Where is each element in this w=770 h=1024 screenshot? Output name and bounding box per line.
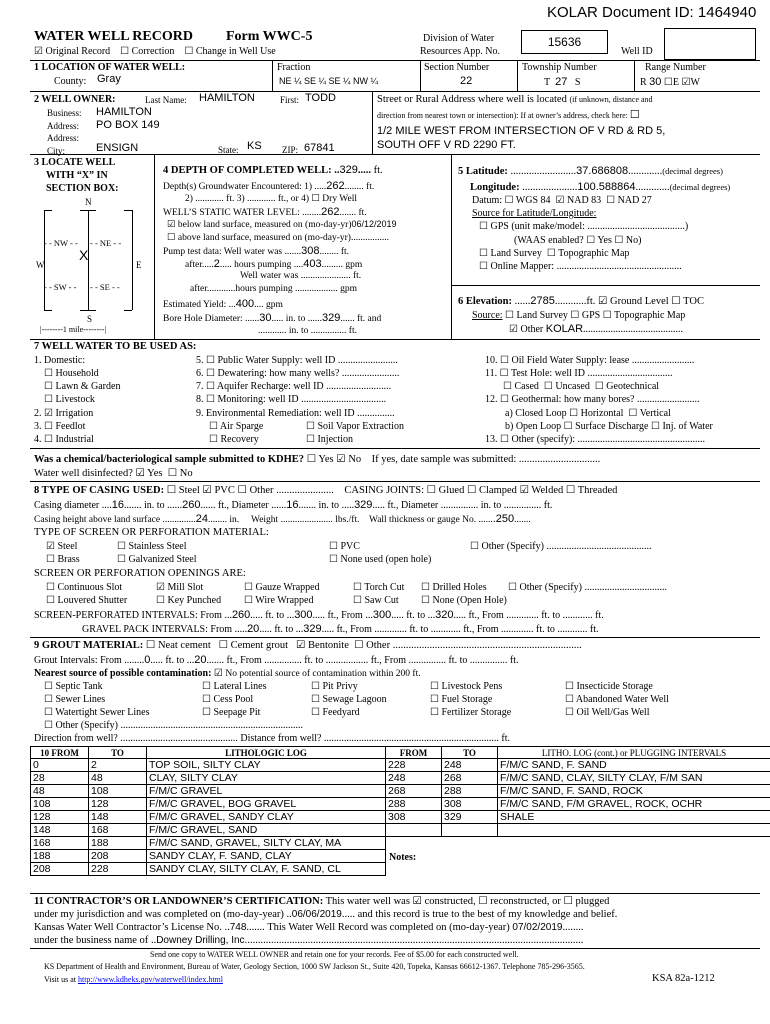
bore-row2: ............ in. to ............... ft. [258,326,357,336]
online-mapper-row: ☐ Online Mapper: .................................................. [479,261,682,272]
compass-n: N [85,197,92,207]
log-row: 288 308 F/M/C SAND, F/M GRAVEL, ROCK, OCHR [386,798,770,811]
well-location-x: X [79,247,89,263]
checkbox-checked-icon[interactable]: ☑ [202,485,212,496]
checkbox-icon[interactable]: ☐ [209,434,218,445]
source-label: Source for Latitude/Longitude: [472,208,597,219]
checkbox-icon: ☐ [499,368,509,379]
checkbox-icon: ☐ [117,554,126,565]
state-value: KS [247,140,262,152]
section1-title: 1 LOCATION OF WATER WELL: [34,62,186,73]
checkbox-icon: ☐ [44,381,53,392]
screen-none[interactable]: ☐ None used (open hole) [329,554,432,565]
use-recharge[interactable]: 7. ☐ Aquifer Recharge: well ID .......................... [196,381,392,392]
checkbox-icon[interactable]: ☐ [563,421,573,432]
testhole-options: ☐ Cased ☐ Uncased ☐ Geotechnical [503,381,660,392]
city-label: City: [47,146,66,156]
checkbox-icon: ☐ [353,582,362,593]
checkbox-icon[interactable]: ☐ [546,248,556,259]
website-link[interactable]: http://www.kdheks.gov/waterwell/index.html [77,975,223,984]
township-label: Township Number [522,62,597,73]
log-row: 208 228 SANDY CLAY, SILTY CLAY, F. SAND, CL [31,863,386,876]
checkbox-icon: ☐ [206,368,215,379]
city-value: ENSIGN [96,142,139,154]
checkbox-icon[interactable]: ☐ [167,233,176,243]
screen-intervals-row: SCREEN-PERFORATED INTERVALS: From ...260..... ft. to ...300..... ft., From ...300..... ft. to ...320..... ft., From ............. ft. to ............ ft. [34,609,604,621]
checkbox-icon: ☐ [565,681,574,692]
quadrant-nw: - - NW - - [44,238,78,248]
screen-stainless[interactable]: ☐ Stainless Steel [117,541,187,552]
checkbox-icon: ☐ [206,394,215,405]
use-lawn[interactable]: ☐ Lawn & Garden [44,381,121,392]
checkbox-checked-icon[interactable]: ☑ [681,77,691,88]
fraction-label: Fraction [277,62,311,73]
certification-row2: under my jurisdiction and was completed on (mo-day-year) ..06/06/2019..... and this record is true to the best of my knowledge and belief. [34,909,618,920]
checkbox-icon[interactable]: ☐ [218,640,229,651]
grout-material-row: 9 GROUT MATERIAL: ☐ Neat cement ☐ Cement grout ☑ Bentonite ☐ Other ........................................................................ [34,640,582,651]
checkbox-icon[interactable]: ☐ [306,454,317,465]
checkbox-checked-icon: ☑ [156,582,165,593]
last-name-value: HAMILTON [199,92,255,104]
bore-row: Bore Hole Diameter: ......30..... in. to ......329...... ft. and [163,312,382,324]
use-dewatering[interactable]: 6. ☐ Dewatering: how many wells? ....................... [196,368,400,379]
yield-row: Estimated Yield: ...400.... gpm [163,298,283,310]
opening-other[interactable]: ☐ Other (Specify) ................................. [508,582,667,593]
footer-visit: Visit us at http://www.kdheks.gov/waterwell/index.html [44,975,223,984]
opening-none[interactable]: ☐ None (Open Hole) [421,595,507,606]
use-testhole[interactable]: 11. ☐ Test Hole: well ID .................................. [485,368,673,379]
certification-row3: Kansas Water Well Contractor’s License No. ..748....... This Water Well Record was completed on (mo-day-year) 07/02/2019........ [34,922,584,933]
disinfected-row: Water well disinfected? ☑ Yes ☐ No [34,468,193,479]
quadrant-sw: - - SW - - [44,282,77,292]
checkbox-icon[interactable]: ☐ [479,248,488,259]
checkbox-icon[interactable]: ☐ [209,421,218,432]
checkbox-icon: ☐ [156,595,165,606]
checkbox-icon[interactable]: ☐ [237,485,247,496]
log-row: 248 268 F/M/C SAND, CLAY, SILTY CLAY, F/M SAN [386,772,770,785]
contam-fertilizer[interactable]: ☐ Fertilizer Storage [430,707,512,718]
use-irrigation[interactable]: 2. ☑ Irrigation [34,408,94,419]
checkbox-icon: ☐ [311,707,320,718]
closed-loop-row: a) Closed Loop ☐ Horizontal ☐ Vertical [505,408,671,419]
log-row: 228 248 F/M/C SAND, F. SAND [386,759,770,772]
use-public[interactable]: 5. ☐ Public Water Supply: well ID ........................ [196,355,398,366]
checkbox-checked-icon: ☑ [44,408,53,419]
below-surface-row: ☑ below land surface, measured on (mo-day-yr)06/12/2019 [167,219,397,230]
casing-diameter-row: Casing diameter ....16....... in. to ......260...... ft., Diameter ......16....... in. to .....329..... ft., Diameter ............... in. to ............... ft. [34,499,553,511]
ksa-label: KSA 82a-1212 [652,973,715,984]
checkbox-icon[interactable]: ☐ [167,468,178,479]
section3-title1: 3 LOCATE WELL [34,157,116,168]
notes-label: Notes: [389,852,417,863]
checkbox-icon: ☐ [46,582,55,593]
checkbox-icon[interactable]: ☐ [426,485,437,496]
checkbox-icon[interactable]: ☐ [602,310,612,321]
checkbox-icon: ☐ [329,554,338,565]
checkbox-icon[interactable]: ☐ [478,896,488,907]
checkbox-icon: ☐ [44,394,53,405]
compass-s: S [87,314,93,324]
gravel-pack-row: GRAVEL PACK INTERVALS: From .....20..... ft. to ...329..... ft., From ............. ft. to ............ ft., From ............. ft. to ............ ft. [82,623,599,635]
log-row: 128 148 F/M/C GRAVEL, SANDY CLAY [31,811,386,824]
checkbox-icon[interactable]: ☐ [504,195,514,206]
checkbox-icon[interactable]: ☐ [306,421,315,432]
checkbox-icon: ☐ [500,394,509,405]
county-label: County: [54,76,87,87]
checkbox-icon[interactable]: ☐ [606,195,616,206]
checkbox-icon: ☐ [421,582,430,593]
checkbox-icon[interactable]: ☐ [120,46,130,57]
open-loop-row: b) Open Loop ☐ Surface Discharge ☐ Inj. of Water [505,421,713,432]
section2-title: 2 WELL OWNER: [34,94,116,105]
waas-row: (WAAS enabled? ☐ Yes ☐ No) [514,235,642,246]
checkbox-icon: ☐ [206,355,215,366]
checkbox-icon[interactable]: ☐ [671,296,681,307]
first-name-label: First: [280,95,300,105]
use-feedlot[interactable]: 3. ☐ Feedlot [34,421,86,432]
latitude-row: 5 Latitude: .........................37.686808.............(decimal degrees) [458,165,723,177]
form-number: Form WWC-5 [226,29,313,44]
log-row: 48 108 F/M/C GRAVEL [31,785,386,798]
use-livestock[interactable]: ☐ Livestock [44,394,95,405]
checkbox-icon[interactable]: ☐ [629,109,640,121]
street-line2: SOUTH OFF V RD 2290 FT. [377,139,516,151]
checkbox-icon[interactable]: ☐ [503,381,512,392]
grout-intervals-row: Grout Intervals: From ........0..... ft. to ...20....... ft., From ............... ft. to ................. ft., From ............... ft. to ............... ft. [34,654,519,666]
use-monitoring[interactable]: 8. ☐ Monitoring: well ID .................................. [196,394,387,405]
log-header-cont [386,747,770,759]
checkbox-icon[interactable]: ☐ [479,261,488,272]
checkbox-checked-icon[interactable]: ☑ [519,485,529,496]
well-id-label: Well ID [621,46,653,57]
checkbox-icon: ☐ [44,720,53,731]
section-number-value: 22 [460,75,473,87]
footer-line1: Send one copy to WATER WELL OWNER and retain one for your records. Fee of $5.00 for each constructed well. [150,950,519,959]
section-number-label: Section Number [424,62,490,73]
checkbox-icon[interactable]: ☐ [505,310,515,321]
contam-pens[interactable]: ☐ Livestock Pens [430,681,503,692]
division-label: Division of Water [423,33,495,44]
checkbox-icon: ☐ [206,381,215,392]
checkbox-icon: ☐ [421,595,430,606]
contam-sewer[interactable]: ☐ Sewer Lines [44,694,106,705]
groundwater-row: Depth(s) Groundwater Encountered: 1) .....262........ ft. [163,180,375,192]
footer-line2: KS Department of Health and Environment, Bureau of Water, Geology Section, 1000 SW Jackson St., Suite 420, Topeka, Kansas 66612-1367. Telephone 785-296-3565. [44,962,585,971]
casing-type-row: 8 TYPE OF CASING USED: ☐ Steel ☑ PVC ☐ Other ...................... CASING JOINTS: ☐ Glued ☐ Clamped ☑ Welded ☐ Threaded [34,485,618,496]
zip-value: 67841 [304,142,335,154]
checkbox-icon: ☐ [202,694,211,705]
checkbox-icon[interactable]: ☐ [479,221,488,232]
checkbox-icon: ☐ [565,694,574,705]
contam-fuel[interactable]: ☐ Fuel Storage [430,694,493,705]
use-geothermal[interactable]: 12. ☐ Geothermal: how many bores? ......................... [485,394,700,405]
checkbox-checked-icon[interactable]: ☑ [213,668,223,679]
log-row: 0 2 TOP SOIL, SILTY CLAY [31,759,386,772]
checkbox-icon: ☐ [565,707,574,718]
use-oilfield[interactable]: 10. ☐ Oil Field Water Supply: lease ......................... [485,355,695,366]
checkbox-icon: ☐ [311,681,320,692]
compass-w: W [36,260,45,270]
last-name-label: Last Name: [145,95,187,105]
direction-row: Direction from well? ............................................... Distance from well? ...................................................................... ft. [34,733,511,744]
opening-drilled[interactable]: ☐ Drilled Holes [421,582,487,593]
section7-title: 7 WELL WATER TO BE USED AS: [34,341,197,352]
checkbox-icon: ☐ [508,582,517,593]
contam-septic[interactable]: ☐ Septic Tank [44,681,103,692]
pump-after2-row: after............hours pumping .................. gpm [190,284,358,294]
checkbox-icon[interactable]: ☐ [570,310,580,321]
opening-saw[interactable]: ☐ Saw Cut [353,595,399,606]
checkbox-icon: ☐ [117,541,126,552]
checkbox-checked-icon[interactable]: ☑ [598,296,608,307]
checkbox-icon: ☐ [44,681,53,692]
pump-test-row: Pump test data: Well water was .......308........ ft. [163,245,350,257]
log-header [31,747,386,759]
pump-after-row: after.....2..... hours pumping ....403......... gpm [185,258,363,270]
opening-mill-slot[interactable]: ☑ Mill Slot [156,582,204,593]
use-remediation[interactable]: 9. Environmental Remediation: well ID ............... [196,408,395,419]
contam-seepage[interactable]: ☐ Seepage Pit [202,707,261,718]
remediation-injection: ☐ Injection [306,434,354,445]
checkbox-icon[interactable]: ☐ [628,408,638,419]
range-label: Range Number [645,62,706,73]
fraction-value: NE ¼ SE ¼ SE ¼ NW ¼ [279,76,379,86]
well-id-box [664,28,756,60]
checkbox-icon: ☐ [430,681,439,692]
datum-row: Datum: ☐ WGS 84 ☑ NAD 83 ☐ NAD 27 [472,195,652,206]
document-id: KOLAR Document ID: 1464940 [547,4,757,21]
checkbox-icon[interactable]: ☐ [145,640,156,651]
screen-brass[interactable]: ☐ Brass [46,554,80,565]
kdhe-row: Was a chemical/bacteriological sample submitted to KDHE? ☐ Yes ☑ No If yes, date sample was submitted: ............................... [34,454,601,465]
log-row: 168 188 F/M/C SAND, GRAVEL, SILTY CLAY, MA [31,837,386,850]
checkbox-icon: ☐ [500,434,509,445]
checkbox-icon: ☐ [202,707,211,718]
contam-oilwell[interactable]: ☐ Oil Well/Gas Well [565,707,650,718]
opening-louvered[interactable]: ☐ Louvered Shutter [46,595,128,606]
checkbox-icon[interactable]: ☐ [166,485,177,496]
log-header2-title: LITHO. LOG (cont.) or PLUGGING INTERVALS [498,747,770,759]
log-from-header: 10 FROM [31,747,89,759]
log-from2-header: FROM [386,747,442,759]
address-label: Address: [47,121,79,131]
certification-row4: under the business name of ..Downey Drilling, Inc................................................................................................................................. [34,935,584,946]
checkbox-icon: ☐ [500,355,509,366]
contam-other[interactable]: ☐ Other (Specify) ......................................................................... [44,720,303,731]
quadrant-se: - - SE - - [90,282,120,292]
casing-height-row: Casing height above land surface ..............24........ in. Weight ...................... lbs./ft. Wall thickness or gauge No. .......250....... [34,513,531,525]
log-to-header: TO [89,747,147,759]
screen-other[interactable]: ☐ Other (Specify) .......................................... [470,541,652,552]
checkbox-icon: ☐ [46,554,55,565]
contam-lagoon[interactable]: ☐ Sewage Lagoon [311,694,387,705]
checkbox-icon: ☐ [430,694,439,705]
county-value: Gray [97,73,121,85]
checkbox-checked-icon[interactable]: ☑ [295,640,306,651]
checkbox-icon[interactable]: ☐ [354,640,364,651]
log-row: 148 168 F/M/C GRAVEL, SAND [31,824,386,837]
screen-steel[interactable]: ☑ Steel [46,541,78,552]
contamination-row: Nearest source of possible contamination: ☑ No potential source of contamination within 200 ft. [34,668,421,679]
checkbox-icon[interactable]: ☐ [306,434,315,445]
screen-pvc[interactable]: ☐ PVC [329,541,360,552]
checkbox-checked-icon[interactable]: ☑ [34,46,43,57]
checkbox-icon: ☐ [46,595,55,606]
remediation-soil: ☐ Soil Vapor Extraction [306,421,404,432]
section3-title3: SECTION BOX: [46,183,119,194]
street-line1: 1/2 MILE WEST FROM INTERSECTION OF V RD & RD 5, [377,125,666,137]
checkbox-icon: ☐ [430,707,439,718]
checkbox-icon: ☐ [44,707,53,718]
above-surface-row: ☐ above land surface, measured on (mo-day-yr)................ [167,233,389,243]
checkbox-checked-icon[interactable]: ☑ [336,454,346,465]
checkbox-icon[interactable]: ☐ [594,381,604,392]
use-industrial[interactable]: 4. ☐ Industrial [34,434,94,445]
checkbox-icon: ☐ [202,681,211,692]
checkbox-icon[interactable]: ☐ [311,194,320,204]
range-row: R 30 ☐E ☑W [640,76,700,88]
opening-key[interactable]: ☐ Key Punched [156,595,222,606]
screen-material-title: TYPE OF SCREEN OR PERFORATION MATERIAL: [34,527,269,538]
checkbox-icon[interactable]: ☐ [650,421,660,432]
opening-wire[interactable]: ☐ Wire Wrapped [244,595,314,606]
checkbox-checked-icon[interactable]: ☑ [412,896,422,907]
checkbox-checked-icon[interactable]: ☑ [555,195,565,206]
elevation-row: 6 Elevation: ......2785............ft. ☑ Ground Level ☐ TOC [458,295,704,307]
app-number: 15636 [521,30,608,54]
business-label: Business: [47,108,82,118]
checkbox-icon: ☐ [44,694,53,705]
checkbox-icon: ☐ [311,694,320,705]
opening-continuous[interactable]: ☐ Continuous Slot [46,582,123,593]
street-label: Street or Rural Address where well is located (if unknown, distance and [377,94,653,105]
opening-torch[interactable]: ☐ Torch Cut [353,582,405,593]
log-row: 188 208 SANDY CLAY, F. SAND, CLAY [31,850,386,863]
use-other[interactable]: 13. ☐ Other (specify): ................................................... [485,434,706,445]
screen-galvanized[interactable]: ☐ Galvanized Steel [117,554,197,565]
remediation-row2: ☐ Recovery [209,434,259,445]
compass-e: E [136,260,142,270]
contam-privy[interactable]: ☐ Pit Privy [311,681,358,692]
checkbox-icon: ☐ [470,541,479,552]
contam-feedyard[interactable]: ☐ Feedyard [311,707,360,718]
log-header-title: LITHOLOGIC LOG [147,747,386,759]
section-grid [44,210,132,310]
first-name-value: TODD [305,92,336,104]
checkbox-icon: ☐ [44,368,53,379]
section4-title: 4 DEPTH OF COMPLETED WELL: ..329..... ft. [163,164,383,176]
openings-title: SCREEN OR PERFORATION OPENINGS ARE: [34,568,246,579]
contam-cess[interactable]: ☐ Cess Pool [202,694,254,705]
state-label: State: [218,145,239,155]
address2-label: Address: [47,133,79,143]
record-type-row: ☑ Original Record ☐ Correction ☐ Change in Well Use [34,46,276,57]
address-value: PO BOX 149 [96,119,160,131]
mile-scale: |--------1 mile--------| [40,325,107,334]
lithologic-log-right [385,746,770,837]
certification-row1: 11 CONTRACTOR’S OR LANDOWNER’S CERTIFICATION: This water well was ☑ constructed, ☐ reconstructed, or ☐ plugged [34,896,610,907]
contam-abandoned[interactable]: ☐ Abandoned Water Well [565,694,669,705]
checkbox-icon[interactable]: ☐ [563,896,573,907]
checkbox-checked-icon: ☑ [46,541,55,552]
log-to2-header: TO [442,747,498,759]
checkbox-icon: ☐ [353,595,362,606]
street-note: direction from nearest town or intersection): If at owner’s address, check here: ☐ [377,109,640,121]
checkbox-icon[interactable]: ☐ [586,235,596,246]
domestic-label: 1. Domestic: [34,355,86,366]
checkbox-icon[interactable]: ☐ [663,77,673,88]
checkbox-icon: ☐ [244,582,253,593]
log-row: 268 288 F/M/C SAND, F. SAND, ROCK [386,785,770,798]
township-row: T 27 S [544,76,581,88]
checkbox-checked-icon[interactable]: ☑ [135,468,145,479]
checkbox-icon: ☐ [244,595,253,606]
log-row: 108 128 F/M/C GRAVEL, BOG GRAVEL [31,798,386,811]
static-level-row: WELL’S STATIC WATER LEVEL: ........262....... ft. [163,206,367,218]
checkbox-icon[interactable]: ☐ [466,485,477,496]
opening-gauze[interactable]: ☐ Gauze Wrapped [244,582,320,593]
zip-label: ZIP: [282,145,299,155]
use-household[interactable]: ☐ Household [44,368,99,379]
quadrant-ne: - - NE - - [90,238,122,248]
contam-insecticide[interactable]: ☐ Insecticide Storage [565,681,653,692]
contam-lateral[interactable]: ☐ Lateral Lines [202,681,267,692]
checkbox-icon: ☐ [44,421,53,432]
checkbox-icon[interactable]: ☐ [184,46,194,57]
resources-label: Resources App. No. [420,46,500,57]
checkbox-icon[interactable]: ☐ [543,381,553,392]
checkbox-icon: ☐ [329,541,338,552]
checkbox-checked-icon[interactable]: ☑ [167,220,176,230]
gps-row: ☐ GPS (unit make/model: .......................................) [479,221,689,232]
checkbox-icon[interactable]: ☐ [569,408,579,419]
checkbox-icon: ☐ [44,434,53,445]
business-value: HAMILTON [96,106,152,118]
section3-title2: WITH “X” IN [46,170,108,181]
checkbox-icon[interactable]: ☐ [614,235,624,246]
remediation-row1: ☐ Air Sparge [209,421,264,432]
form-title: WATER WELL RECORD [34,29,193,44]
pump-row2: Well water was ..................... ft. [240,271,362,281]
lithologic-log-left [30,746,386,876]
log-row [386,824,770,837]
log-row: 28 48 CLAY, SILTY CLAY [31,772,386,785]
elev-other-row: ☑ Other KOLAR........................................ [509,323,684,335]
groundwater-row2: 2) ............ ft. 3) ............ ft., or 4) ☐ Dry Well [185,194,357,204]
contam-watertight[interactable]: ☐ Watertight Sewer Lines [44,707,150,718]
log-row: 308 329 SHALE [386,811,770,824]
land-survey-row: ☐ Land Survey ☐ Topographic Map [479,248,630,259]
elev-source-row: Source: ☐ Land Survey ☐ GPS ☐ Topographic Map [472,310,686,321]
longitude-row: Longitude: .....................100.588864.............(decimal degrees) [470,181,731,193]
checkbox-checked-icon[interactable]: ☑ [509,324,518,335]
checkbox-icon[interactable]: ☐ [565,485,576,496]
